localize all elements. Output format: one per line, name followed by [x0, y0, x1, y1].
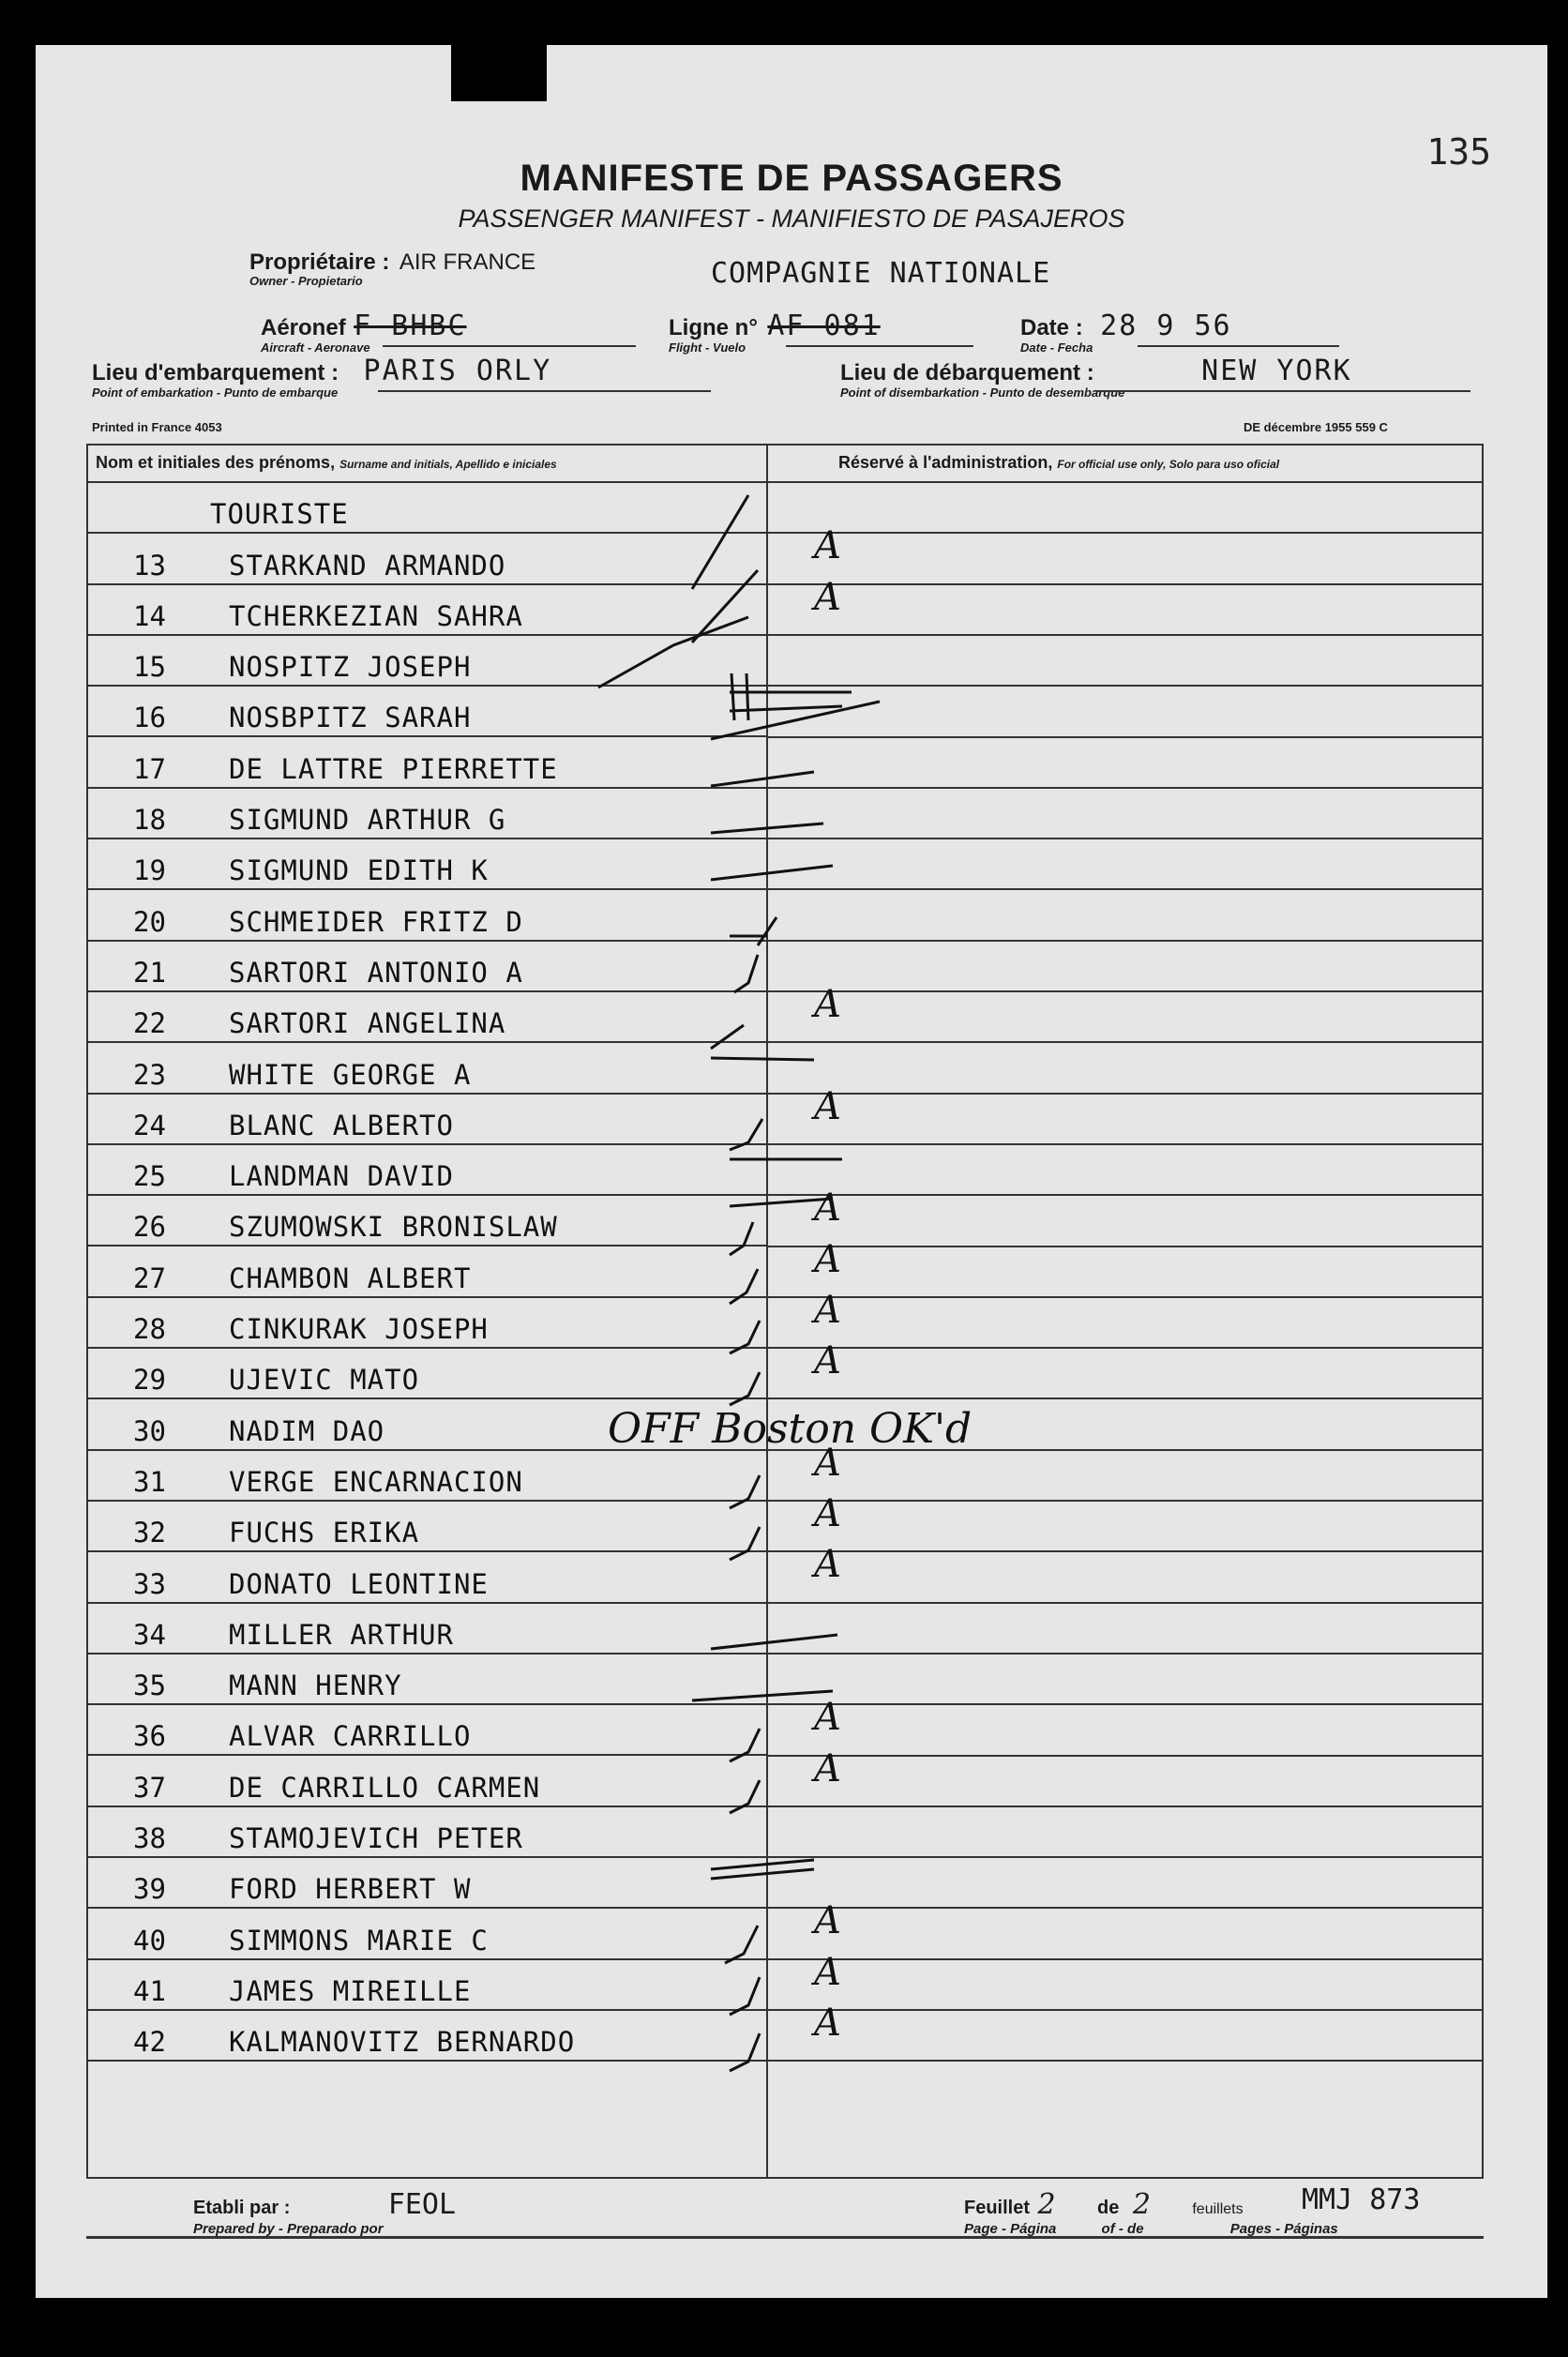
passenger-name: LANDMAN DAVID — [229, 1160, 454, 1193]
table-row — [88, 636, 766, 687]
admin-row-line — [768, 1500, 1482, 1502]
admin-row-line — [768, 990, 1482, 992]
document-title: MANIFESTE DE PASSAGERS — [520, 158, 1063, 199]
flight-sub: Flight - Vuelo — [669, 340, 746, 355]
passenger-name: FORD HERBERT W — [229, 1873, 472, 1906]
manifest-sheet — [36, 45, 1547, 2298]
passenger-number: 26 — [133, 1211, 166, 1244]
page-number: 135 — [1426, 131, 1491, 173]
passenger-name: VERGE ENCARNACION — [229, 1465, 523, 1498]
passenger-name: NADIM DAO — [229, 1414, 385, 1447]
column-divider — [766, 446, 768, 2177]
handwritten-note: OFF Boston OK'd — [608, 1405, 972, 1453]
owner-sub: Owner - Propietario — [249, 274, 363, 288]
passenger-number: 32 — [133, 1517, 166, 1549]
table-row — [88, 1960, 766, 2011]
sheet-field — [964, 2188, 1338, 2237]
disembarkation-value: NEW YORK — [1201, 355, 1352, 387]
admin-row-line — [768, 1856, 1482, 1858]
admin-mark: A — [814, 1084, 841, 1128]
table-row — [88, 737, 766, 788]
passenger-name: SARTORI ANTONIO A — [229, 956, 523, 989]
table-row — [88, 1196, 766, 1246]
passenger-name: BLANC ALBERTO — [229, 1109, 454, 1141]
owner-label: Propriétaire : — [249, 249, 390, 275]
admin-row-line — [768, 1958, 1482, 1960]
passenger-number: 41 — [133, 1974, 166, 2007]
stamp-number: MMJ 873 — [1302, 2183, 1421, 2216]
passenger-number: 33 — [133, 1567, 166, 1600]
class-label: TOURISTE — [210, 498, 349, 531]
passenger-number: 24 — [133, 1109, 166, 1141]
embarkation-value: PARIS ORLY — [363, 355, 552, 387]
admin-mark: A — [814, 1339, 841, 1383]
prepared-by-field — [193, 2188, 456, 2237]
passenger-name: DE LATTRE PIERRETTE — [229, 752, 558, 785]
table-row — [88, 1552, 766, 1603]
passenger-number: 23 — [133, 1058, 166, 1091]
prepared-by-value: FEOL — [387, 2188, 457, 2221]
embarkation-sub: Point of embarkation - Punto de embarque — [92, 385, 339, 400]
admin-row-line — [768, 1093, 1482, 1095]
passenger-name: NOSPITZ JOSEPH — [229, 651, 472, 684]
col-header-admin: Réservé à l'administration, For official use only, Solo para uso oficial — [838, 453, 1280, 472]
passenger-name: JAMES MIREILLE — [229, 1974, 472, 2007]
passenger-number: 28 — [133, 1313, 166, 1346]
admin-mark: A — [814, 575, 841, 619]
table-row — [88, 1298, 766, 1349]
admin-mark: A — [814, 1441, 841, 1485]
passenger-name: KALMANOVITZ BERNARDO — [229, 2026, 576, 2059]
passenger-name: SZUMOWSKI BRONISLAW — [229, 1211, 558, 1244]
passenger-name: SIGMUND ARTHUR G — [229, 804, 506, 837]
flight-underline — [786, 345, 973, 347]
admin-row-line — [768, 532, 1482, 534]
passenger-number: 31 — [133, 1465, 166, 1498]
embarkation-field — [92, 355, 551, 400]
admin-row-line — [768, 1296, 1482, 1298]
passenger-name: SCHMEIDER FRITZ D — [229, 905, 523, 938]
passenger-number: 38 — [133, 1822, 166, 1855]
admin-mark: A — [814, 1543, 841, 1587]
admin-row-line — [768, 1143, 1482, 1145]
passenger-name: TCHERKEZIAN SAHRA — [229, 599, 523, 632]
admin-row-line — [768, 1041, 1482, 1043]
passenger-number: 16 — [133, 702, 166, 734]
date-underline — [1138, 345, 1339, 347]
passenger-number: 25 — [133, 1160, 166, 1193]
admin-row-line — [768, 1602, 1482, 1604]
passenger-name: NOSBPITZ SARAH — [229, 702, 472, 734]
admin-row-line — [768, 2009, 1482, 2011]
passenger-name: WHITE GEORGE A — [229, 1058, 472, 1091]
admin-row-line — [768, 1347, 1482, 1349]
footer-rule — [86, 2236, 1484, 2239]
table-row — [88, 992, 766, 1043]
admin-mark: A — [814, 1950, 841, 1994]
passenger-name: SIMMONS MARIE C — [229, 1924, 489, 1957]
passenger-name: CHAMBON ALBERT — [229, 1262, 472, 1294]
passenger-number: 34 — [133, 1618, 166, 1651]
admin-row-line — [768, 838, 1482, 839]
passenger-number: 20 — [133, 905, 166, 938]
passenger-number: 29 — [133, 1364, 166, 1397]
admin-mark: A — [814, 524, 841, 568]
aircraft-value: F BHBC — [354, 310, 467, 342]
owner-field — [249, 249, 535, 288]
admin-row-line — [768, 1703, 1482, 1705]
table-row — [88, 1807, 766, 1858]
aircraft-sub: Aircraft - Aeronave — [261, 340, 370, 355]
sheet-of-label: de — [1097, 2198, 1120, 2218]
admin-mark: A — [814, 1492, 841, 1535]
embarkation-label: Lieu d'embarquement : — [92, 360, 339, 385]
passenger-name: MANN HENRY — [229, 1670, 402, 1702]
printed-note: Printed in France 4053 — [92, 420, 222, 434]
aircraft-underline — [383, 345, 636, 347]
passenger-name: STARKAND ARMANDO — [229, 549, 506, 582]
admin-mark: A — [814, 1696, 841, 1740]
passenger-number: 40 — [133, 1924, 166, 1957]
table-row — [88, 1349, 766, 1399]
table-row — [88, 942, 766, 992]
disembarkation-underline — [1095, 390, 1470, 392]
owner-value: AIR FRANCE — [399, 249, 536, 275]
admin-row-line — [768, 1398, 1482, 1399]
table-row — [88, 1246, 766, 1297]
passenger-table — [86, 444, 1484, 2179]
flight-value: AF 081 — [767, 310, 881, 342]
passenger-number: 27 — [133, 1262, 166, 1294]
disembarkation-sub: Point of disembarkation - Punto de desembarque — [840, 385, 1125, 400]
admin-row-line — [768, 888, 1482, 890]
admin-row-line — [768, 685, 1482, 687]
passenger-number: 42 — [133, 2026, 166, 2059]
table-row — [88, 1451, 766, 1502]
table-row — [88, 2011, 766, 2062]
embarkation-underline — [378, 390, 711, 392]
prepared-by-label: Etabli par : — [193, 2198, 291, 2218]
admin-mark: A — [814, 1186, 841, 1231]
table-row — [88, 534, 766, 584]
admin-row-line — [768, 1806, 1482, 1807]
date-value: 28 9 56 — [1100, 310, 1232, 342]
table-row — [88, 789, 766, 839]
table-row — [88, 1502, 766, 1552]
table-row — [88, 890, 766, 941]
table-row — [88, 1043, 766, 1094]
admin-row-line — [768, 1194, 1482, 1196]
admin-row-line — [768, 787, 1482, 789]
date-label: Date : — [1020, 315, 1083, 340]
passenger-number: 14 — [133, 599, 166, 632]
passenger-number: 17 — [133, 752, 166, 785]
punch-hole — [451, 45, 547, 101]
disembarkation-label: Lieu de débarquement : — [840, 360, 1094, 385]
admin-mark: A — [814, 1237, 841, 1281]
table-row — [88, 1604, 766, 1654]
passenger-name: CINKURAK JOSEPH — [229, 1313, 489, 1346]
passenger-number: 39 — [133, 1873, 166, 1906]
passenger-name: UJEVIC MATO — [229, 1364, 420, 1397]
col-header-name: Nom et initiales des prénoms, Surname and initials, Apellido e iniciales — [96, 453, 557, 472]
passenger-number: 15 — [133, 651, 166, 684]
admin-row-line — [768, 1755, 1482, 1757]
admin-mark: A — [814, 1899, 841, 1943]
passenger-number: 22 — [133, 1007, 166, 1040]
passenger-number: 21 — [133, 956, 166, 989]
company-value: COMPAGNIE NATIONALE — [711, 257, 1051, 290]
admin-row-line — [768, 736, 1482, 738]
table-row — [88, 1909, 766, 1959]
admin-row-line — [768, 1246, 1482, 1247]
admin-row-line — [768, 2060, 1482, 2062]
table-row — [88, 1858, 766, 1909]
table-row — [88, 1654, 766, 1705]
date-sub: Date - Fecha — [1020, 340, 1093, 355]
admin-mark: A — [814, 983, 841, 1026]
admin-row-line — [768, 634, 1482, 636]
admin-row-line — [768, 1907, 1482, 1909]
passenger-name: DE CARRILLO CARMEN — [229, 1771, 541, 1804]
passenger-number: 18 — [133, 804, 166, 837]
form-reference: DE décembre 1955 559 C — [1244, 420, 1388, 434]
sheet-pages-label: feuillets — [1192, 2201, 1244, 2217]
table-row — [88, 1095, 766, 1145]
flight-field — [669, 310, 881, 355]
passenger-number: 37 — [133, 1771, 166, 1804]
passenger-name: SIGMUND EDITH K — [229, 854, 489, 887]
table-row — [88, 1145, 766, 1196]
table-row — [88, 839, 766, 890]
aircraft-label: Aéronef — [261, 315, 346, 340]
admin-row-line — [768, 1653, 1482, 1654]
admin-mark: A — [814, 2002, 841, 2045]
aircraft-field — [261, 310, 467, 355]
passenger-rows — [88, 483, 766, 2062]
passenger-number: 35 — [133, 1670, 166, 1702]
disembarkation-field — [840, 355, 1352, 400]
prepared-by-sub: Prepared by - Preparado por — [193, 2221, 384, 2237]
passenger-name: SARTORI ANGELINA — [229, 1007, 506, 1040]
admin-row-line — [768, 1550, 1482, 1552]
table-row — [88, 1756, 766, 1806]
admin-mark: A — [814, 1288, 841, 1332]
document-subtitle: PASSENGER MANIFEST - MANIFIESTO DE PASAJEROS — [458, 204, 1125, 233]
date-field — [1020, 310, 1232, 355]
table-row — [88, 687, 766, 737]
table-row — [88, 585, 766, 636]
passenger-number: 13 — [133, 549, 166, 582]
admin-row-line — [768, 583, 1482, 585]
passenger-name: ALVAR CARRILLO — [229, 1720, 472, 1753]
sheet-sub: Page - Página of - de Pages - Páginas — [964, 2221, 1338, 2237]
passenger-name: STAMOJEVICH PETER — [229, 1822, 523, 1855]
flight-label: Ligne n° — [669, 315, 758, 340]
passenger-number: 19 — [133, 854, 166, 887]
sheet-label: Feuillet — [964, 2198, 1031, 2218]
passenger-number: 36 — [133, 1720, 166, 1753]
admin-mark: A — [814, 1746, 841, 1790]
sheet-value: 2 — [1037, 2188, 1056, 2221]
passenger-name: FUCHS ERIKA — [229, 1517, 420, 1549]
table-row — [88, 1705, 766, 1756]
passenger-number: 30 — [133, 1414, 166, 1447]
sheet-of-value: 2 — [1132, 2188, 1151, 2221]
passenger-name: MILLER ARTHUR — [229, 1618, 454, 1651]
admin-row-line — [768, 940, 1482, 942]
passenger-name: DONATO LEONTINE — [229, 1567, 489, 1600]
class-row — [88, 483, 766, 534]
